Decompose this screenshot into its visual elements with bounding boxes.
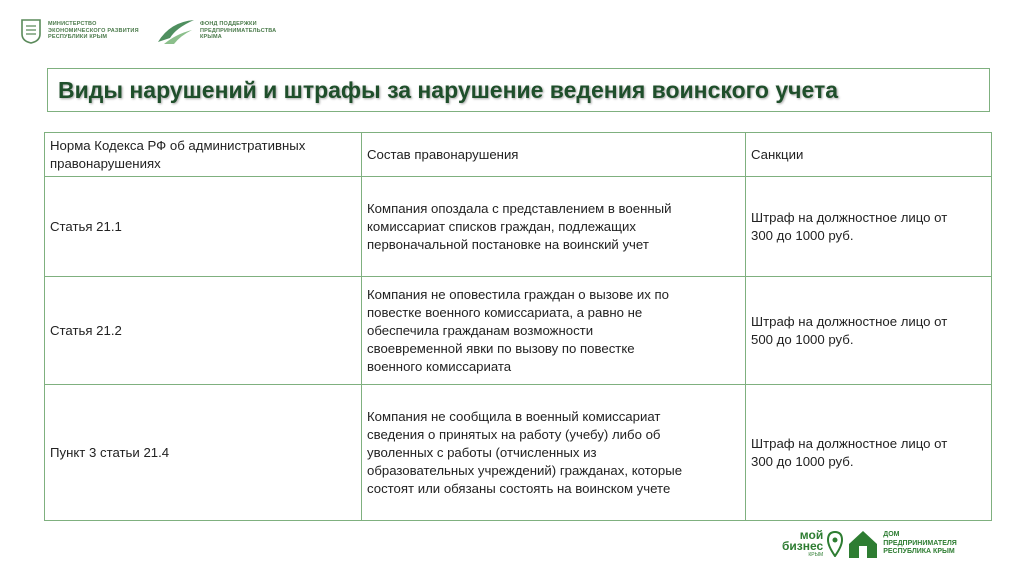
table-row [45,277,992,385]
header-norm: Норма Кодекса РФ об административных правонарушениях [45,133,362,177]
sanction-cell: Штраф на должностное лицо от 300 до 1000 руб. [746,177,992,277]
page-title: Виды нарушений и штрафы за нарушение ведения воинского учета [58,77,839,103]
sanction-cell: Штраф на должностное лицо от 300 до 1000 руб. [746,385,992,521]
fund-line-3: КРЫМА [200,34,222,41]
dom-line-2: ПРЕДПРИНИМАТЕЛЯ [883,539,957,547]
offense-cell: Компания не сообщила в военный комиссариат сведения о принятых на работу (учебу) либо об уволенных с работы (отчисленных из образовательных учреждений) гражданах, которые состоят или обязаны состоять на воинском учете [362,385,746,521]
offense-cell: Компания не оповестила граждан о вызове их по повестке военного комиссариата, а равно не обеспечила гражданам возможности своевременной явки по вызову по повестке военного комиссариата [362,277,746,385]
title-box [47,68,990,112]
footer-logos [782,528,957,560]
moi-biznes-region: КРЫМ [808,552,824,558]
fund-name [200,21,276,41]
house-icon [847,528,879,560]
ministry-name [48,21,139,41]
fund-line-1: ФОНД ПОДДЕРЖКИ [200,21,257,28]
sanction-cell: Штраф на должностное лицо от 500 до 1000 руб. [746,277,992,385]
violations-table [44,132,992,521]
dom-line-3: РЕСПУБЛИКА КРЫМ [883,548,955,556]
ministry-emblem-icon [20,18,42,44]
norm-cell: Статья 21.2 [45,277,362,385]
ministry-logo [20,18,139,44]
table-header-row [45,133,992,177]
fund-logo [156,16,276,46]
ministry-line-2: ЭКОНОМИЧЕСКОГО РАЗВИТИЯ [48,27,139,34]
map-pin-icon [827,531,843,557]
table-row [45,177,992,277]
moi-biznes-logo [782,530,823,558]
moi-biznes-line-2: бизнес [782,539,824,553]
header-offense: Состав правонарушения [362,133,746,177]
norm-cell: Статья 21.1 [45,177,362,277]
fund-line-2: ПРЕДПРИНИМАТЕЛЬСТВА [200,27,277,34]
header-sanctions: Санкции [746,133,992,177]
ministry-line-3: РЕСПУБЛИКИ КРЫМ [48,34,108,41]
dom-predprinimatelya-logo [883,531,957,557]
table-row [45,385,992,521]
ministry-line-1: МИНИСТЕРСТВО [48,21,97,28]
moi-biznes-line-1: мой [799,528,824,542]
norm-cell: Пункт 3 статьи 21.4 [45,385,362,521]
dom-line-1: ДОМ [883,531,900,539]
offense-cell: Компания опоздала с представлением в военный комиссариат списков граждан, подлежащих первоначальной постановке на воинский учет [362,177,746,277]
fund-swoosh-icon [156,16,196,46]
